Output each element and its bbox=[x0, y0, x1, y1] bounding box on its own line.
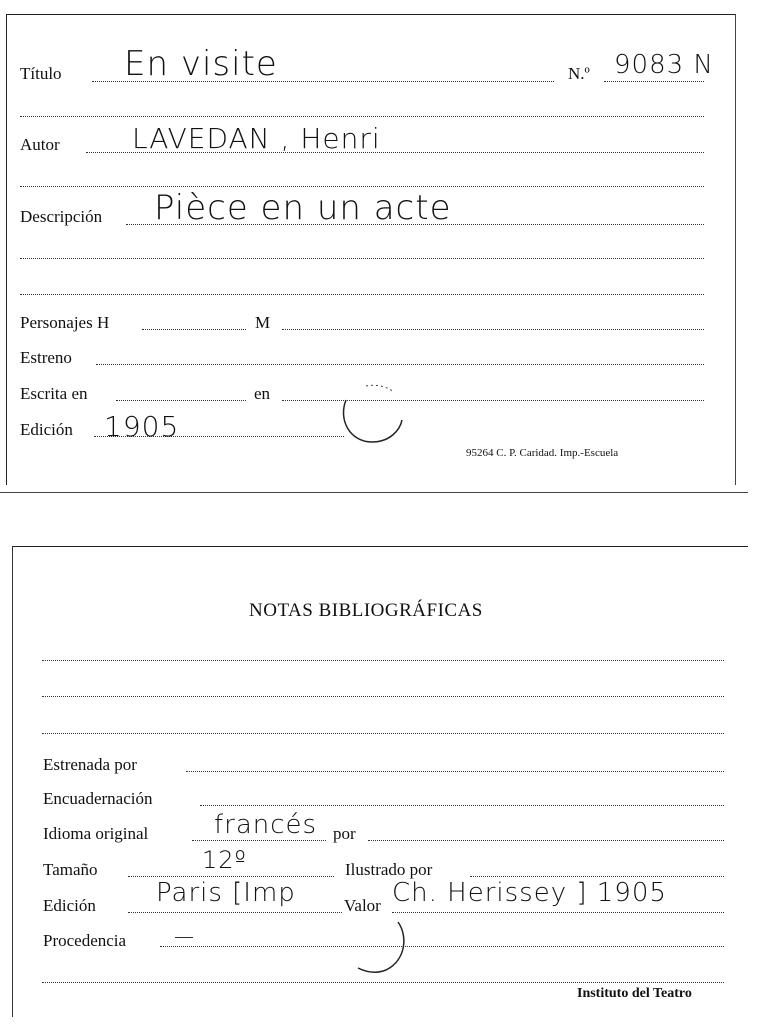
edicion-value-right: Ch. Herissey ] 1905 bbox=[392, 878, 667, 908]
rule-line bbox=[20, 116, 704, 117]
idioma-por-line bbox=[368, 840, 724, 841]
numero-line bbox=[604, 81, 704, 82]
estrenada-label: Estrenada por bbox=[43, 755, 137, 774]
rule-line bbox=[42, 733, 724, 734]
back-edicion-label: Edición bbox=[43, 896, 96, 915]
ilustrado-label: Ilustrado por bbox=[345, 860, 433, 879]
m-label: M bbox=[255, 313, 271, 332]
tamano-label: Tamaño bbox=[43, 860, 98, 879]
institution-label: Instituto del Teatro bbox=[577, 986, 692, 1001]
tamano-line bbox=[128, 876, 334, 877]
rule-line bbox=[20, 258, 704, 259]
edicion-value: 1905 bbox=[104, 410, 180, 443]
rule-line bbox=[42, 696, 724, 697]
procedencia-line bbox=[160, 946, 724, 947]
autor-value: LAVEDAN , Henri bbox=[132, 122, 381, 155]
numero-value: 9083 N bbox=[614, 50, 714, 80]
notas-heading: NOTAS BIBLIOGRÁFICAS bbox=[249, 600, 483, 621]
printer-note: 95264 C. P. Caridad. Imp.-Escuela bbox=[466, 447, 619, 459]
en-label: en bbox=[254, 384, 271, 403]
titulo-label: Título bbox=[20, 64, 62, 83]
encuadernacion-line bbox=[200, 805, 724, 806]
back-edicion-line bbox=[128, 912, 342, 913]
escrita-line bbox=[116, 400, 246, 401]
estrenada-line bbox=[186, 771, 724, 772]
numero-label: N.º bbox=[568, 64, 590, 83]
titulo-value: En visite bbox=[124, 44, 278, 84]
idioma-label: Idioma original bbox=[43, 824, 149, 843]
rule-line bbox=[20, 186, 704, 187]
estreno-label: Estreno bbox=[20, 348, 72, 367]
edicion-label: Edición bbox=[20, 420, 73, 439]
descripcion-value: Pièce en un acte bbox=[154, 188, 452, 228]
encuadernacion-label: Encuadernación bbox=[43, 789, 153, 808]
personajes-m-line bbox=[282, 329, 704, 330]
rule-line bbox=[42, 982, 724, 983]
descripcion-label: Descripción bbox=[20, 207, 103, 226]
personajes-h-line bbox=[142, 329, 246, 330]
card-separator bbox=[0, 492, 748, 493]
valor-line bbox=[392, 912, 724, 913]
idioma-por-label: por bbox=[333, 824, 356, 843]
autor-label: Autor bbox=[20, 135, 60, 154]
ilustrado-line bbox=[470, 876, 724, 877]
punch-hole bbox=[336, 380, 406, 446]
escrita-label: Escrita en bbox=[20, 384, 88, 403]
tamano-value: 12º bbox=[202, 846, 247, 874]
idioma-value: francés bbox=[214, 810, 318, 840]
edicion-value-left: Paris [Imp bbox=[156, 878, 296, 908]
valor-label: Valor bbox=[344, 896, 381, 915]
personajes-label: Personajes H bbox=[20, 313, 110, 332]
estreno-line bbox=[96, 364, 704, 365]
rule-line bbox=[20, 294, 704, 295]
rule-line bbox=[42, 660, 724, 661]
idioma-line bbox=[192, 840, 326, 841]
punch-hole bbox=[352, 918, 412, 976]
procedencia-value: — bbox=[174, 924, 195, 948]
procedencia-label: Procedencia bbox=[43, 931, 127, 950]
